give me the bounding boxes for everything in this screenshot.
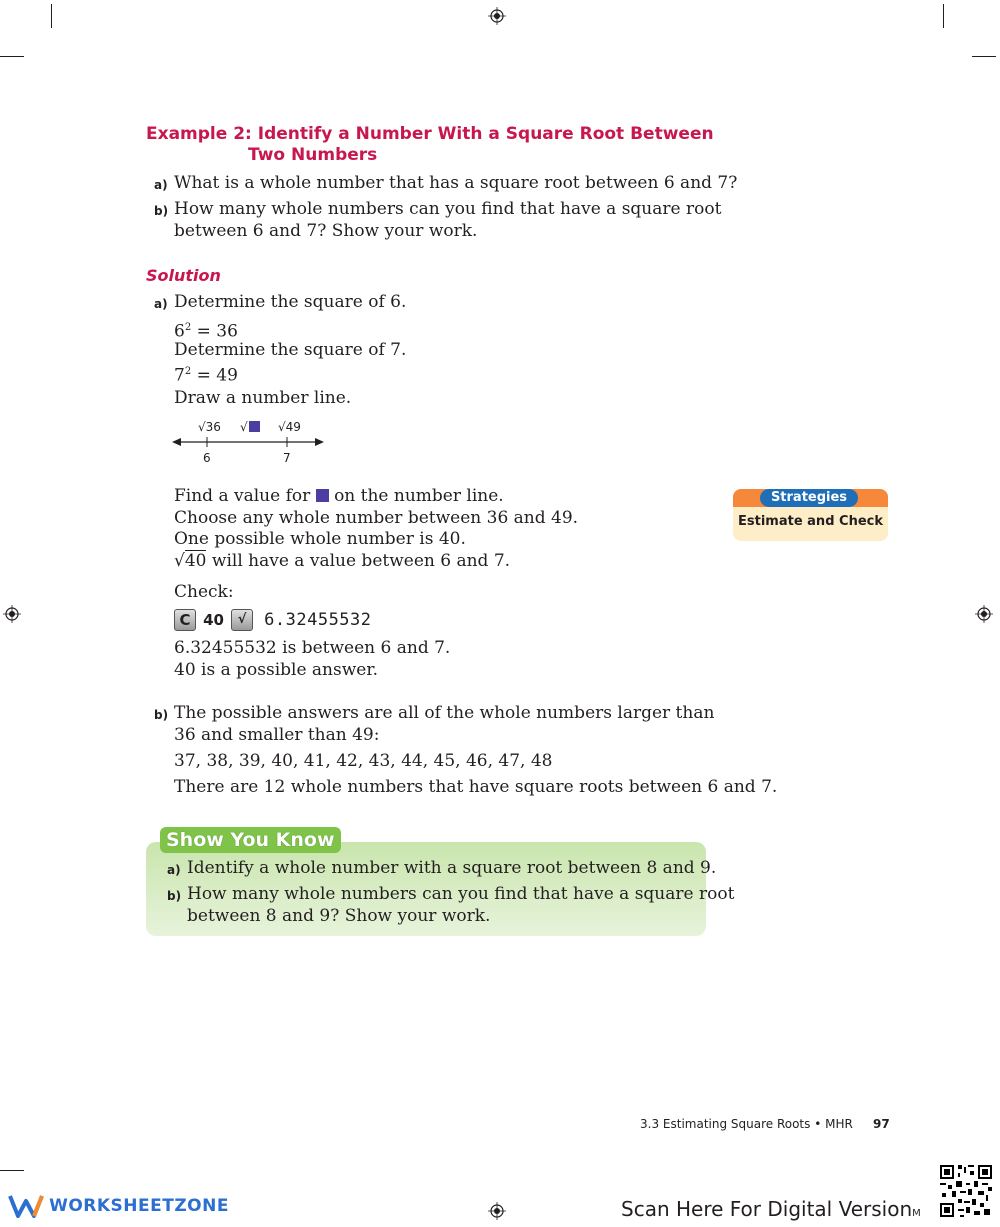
example-title-line2: Two Numbers	[248, 145, 378, 165]
sqrt-40-line	[174, 550, 510, 572]
syk-b-label: b)	[167, 889, 182, 903]
crop-mark-top-right	[943, 4, 944, 28]
syk-a-label: a)	[167, 863, 181, 877]
find-value-post: on the number line.	[334, 486, 504, 506]
solution-b-label: b)	[154, 708, 169, 722]
registration-mark-top	[488, 7, 506, 25]
between-line: 6.32455532 is between 6 and 7.	[174, 638, 451, 658]
numberline-tick-6: 6	[203, 451, 211, 465]
scan-here-text	[621, 1197, 921, 1221]
find-value-line	[174, 485, 504, 507]
solution-a-line1: Determine the square of 6.	[174, 292, 407, 312]
example-part-b-line1: How many whole numbers can you find that have a square root	[174, 199, 722, 219]
footer-page-number: 97	[873, 1117, 890, 1131]
unknown-square-marker	[316, 489, 329, 502]
calc-key-clear: C	[174, 609, 196, 631]
find-value-pre: Find a value for	[174, 486, 311, 506]
crop-mark-right-top	[972, 56, 996, 57]
calc-display: 6.32455532	[264, 610, 372, 630]
strategies-title: Strategies	[760, 489, 858, 507]
syk-b-line2: between 8 and 9? Show your work.	[187, 906, 491, 926]
strategies-callout	[733, 489, 888, 541]
eq1-base: 6	[174, 321, 185, 342]
one-possible-line: One possible whole number is 40.	[174, 529, 466, 549]
check-label: Check:	[174, 582, 234, 602]
numberline-unknown-square	[249, 421, 260, 432]
example-part-a-label: a)	[154, 178, 168, 192]
registration-mark-left	[3, 605, 21, 623]
registration-mark-right	[975, 605, 993, 623]
example-title-line1: Example 2: Identify a Number With a Square Root Between	[146, 124, 714, 144]
syk-a-text: Identify a whole number with a square root between 8 and 9.	[187, 858, 717, 878]
solution-b-list: 37, 38, 39, 40, 41, 42, 43, 44, 45, 46, 47, 48	[174, 751, 553, 771]
numberline-label-sqrt49: √49	[278, 420, 301, 434]
sqrt-symbol: √	[174, 551, 185, 571]
worksheetzone-w-icon	[8, 1193, 44, 1219]
sqrt-rest: will have a value between 6 and 7.	[206, 551, 511, 571]
numberline-tick-7: 7	[283, 451, 291, 465]
eq2-base: 7	[174, 365, 185, 386]
numberline-label-sqrt-box	[240, 420, 260, 434]
solution-a-line2: Determine the square of 7.	[174, 340, 407, 360]
solution-b-line1: The possible answers are all of the whole numbers larger than	[174, 703, 715, 723]
choose-line: Choose any whole number between 36 and 49.	[174, 508, 579, 528]
equation-7-squared	[174, 361, 238, 387]
number-line	[172, 418, 327, 468]
strategies-subtitle: Estimate and Check	[738, 514, 883, 529]
calculator-sequence	[174, 609, 372, 633]
example-part-b-label: b)	[154, 204, 169, 218]
crop-mark-left-top	[0, 56, 24, 57]
scan-here-label: Scan Here For Digital Version	[621, 1197, 913, 1221]
syk-b-line1: How many whole numbers can you find that have a square root	[187, 884, 735, 904]
eq1-rest: = 36	[191, 321, 238, 342]
crop-mark-top-left	[51, 4, 52, 28]
solution-b-line2: 36 and smaller than 49:	[174, 725, 380, 745]
numberline-axis	[172, 434, 327, 450]
solution-a-line3: Draw a number line.	[174, 388, 352, 408]
registration-mark-bottom	[488, 1202, 506, 1220]
footer-section-title: 3.3 Estimating Square Roots • MHR	[640, 1117, 853, 1131]
eq2-exponent: 2	[184, 366, 192, 377]
eq1-exponent: 2	[184, 322, 192, 333]
scan-here-suffix: M	[912, 1208, 921, 1219]
solution-a-label: a)	[154, 297, 168, 311]
possible-answer-line: 40 is a possible answer.	[174, 660, 379, 680]
example-part-a-text: What is a whole number that has a square root between 6 and 7?	[174, 173, 738, 193]
sqrt-radicand: 40	[184, 551, 207, 571]
worksheetzone-brand: WORKSHEETZONE	[49, 1196, 229, 1216]
show-you-know-title: Show You Know	[160, 827, 341, 853]
calc-key-sqrt: √	[231, 609, 253, 631]
crop-mark-left-bottom	[0, 1170, 24, 1171]
solution-b-conclusion: There are 12 whole numbers that have square roots between 6 and 7.	[174, 777, 778, 797]
example-part-b-line2: between 6 and 7? Show your work.	[174, 221, 478, 241]
eq2-rest: = 49	[191, 365, 238, 386]
worksheetzone-logo	[8, 1193, 229, 1221]
numberline-label-sqrt36: √36	[198, 420, 221, 434]
calc-input-40: 40	[203, 611, 224, 629]
numberline-sqrt-symbol: √	[240, 420, 248, 434]
solution-heading: Solution	[146, 266, 221, 285]
qr-code[interactable]	[938, 1163, 994, 1219]
